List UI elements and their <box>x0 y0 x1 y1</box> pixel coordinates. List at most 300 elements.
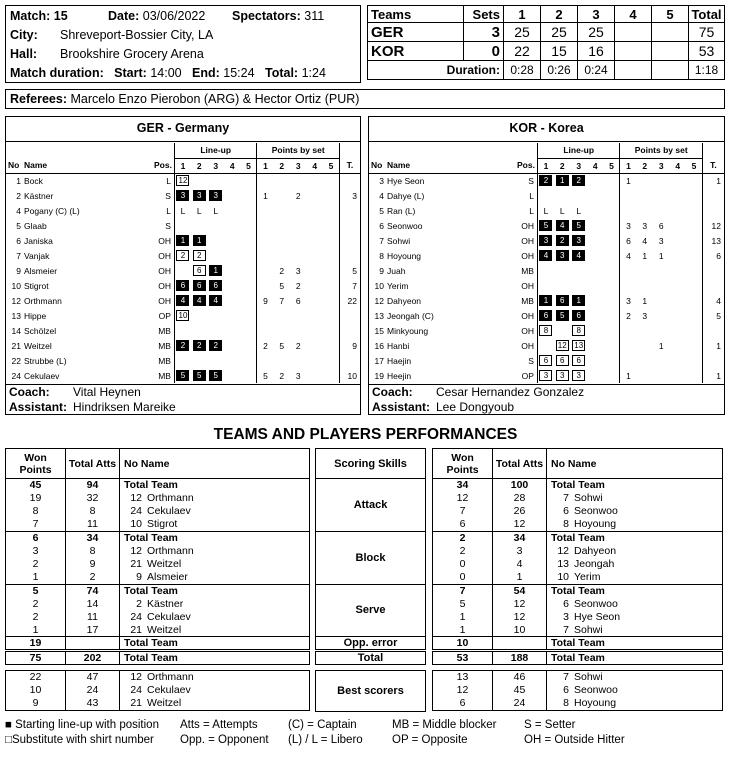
won-points: 2 <box>6 597 66 610</box>
player-row <box>6 293 360 308</box>
best-scorer-row <box>6 697 310 710</box>
player-name: Alsmeier <box>24 265 58 276</box>
set-points: 9 <box>263 295 268 306</box>
legend-item: OH = Outside Hitter <box>524 734 625 746</box>
libero-mark: L <box>576 205 582 216</box>
player-name: Weitzel <box>147 558 182 571</box>
total-points <box>339 353 360 368</box>
set-points: 1 <box>658 250 664 261</box>
best-scorers-label-box <box>315 670 426 712</box>
lineup-cell <box>240 293 257 308</box>
player-row <box>6 353 360 368</box>
lineup-cell <box>191 368 208 383</box>
set-points <box>686 368 703 383</box>
player-position: L <box>154 203 174 218</box>
player-name: Yerim <box>387 280 409 291</box>
total-atts: 14 <box>66 597 120 610</box>
total-atts <box>66 637 120 651</box>
player-name: Hoyoung <box>574 518 617 531</box>
starting-position: 6 <box>193 280 206 291</box>
set-points <box>686 278 703 293</box>
set-points: 3 <box>626 295 631 306</box>
performance-row <box>433 610 723 623</box>
set-points <box>306 188 323 203</box>
set-points <box>273 323 290 338</box>
substitute-number: 2 <box>176 250 189 261</box>
won-points: 8 <box>6 505 66 518</box>
won-points: 3 <box>6 544 66 557</box>
player-position: OH <box>154 248 174 263</box>
won-points: 9 <box>6 697 66 710</box>
set-score <box>615 42 652 61</box>
lineup-cell <box>191 278 208 293</box>
header-set: 3 <box>295 160 301 171</box>
lineup-cell <box>554 203 571 218</box>
set-points <box>620 338 637 353</box>
set-points <box>323 263 340 278</box>
set-points <box>653 308 670 323</box>
lineup-cell <box>570 308 587 323</box>
header-spacer <box>702 143 724 158</box>
set-points: 2 <box>279 265 285 276</box>
player-row <box>6 248 360 263</box>
player <box>547 505 723 518</box>
set-points <box>306 173 323 188</box>
lineup-cell <box>537 173 554 188</box>
player-position: MB <box>154 338 174 353</box>
set-points <box>669 233 686 248</box>
scoring-skills-column <box>315 448 426 665</box>
set-points <box>686 338 703 353</box>
player-row <box>6 233 360 248</box>
starting-position: 6 <box>556 295 569 306</box>
performance-row <box>6 558 310 571</box>
player-name: Total Team <box>551 584 605 597</box>
coach-name: Vital Heynen <box>73 385 141 399</box>
player-row <box>6 278 360 293</box>
total-atts: 94 <box>66 479 120 492</box>
total-atts: 26 <box>493 505 547 518</box>
set-points <box>669 188 686 203</box>
lineup-cell <box>207 353 224 368</box>
set-points <box>257 353 274 368</box>
lineup-cell <box>537 278 554 293</box>
set-points <box>653 173 670 188</box>
lineup-cell <box>191 218 208 233</box>
player-name: Ran (L) <box>387 205 416 216</box>
player-row <box>6 218 360 233</box>
total-points <box>702 353 724 368</box>
starting-position: 1 <box>193 235 206 246</box>
performance-title: TEAMS AND PLAYERS PERFORMANCES <box>213 426 518 443</box>
set-score: 25 <box>541 23 578 42</box>
won-points: 5 <box>6 584 66 597</box>
total-atts: 11 <box>66 610 120 623</box>
player-name: Alsmeier <box>147 571 188 584</box>
total-atts: 12 <box>493 518 547 531</box>
set-points <box>323 308 340 323</box>
player-name: Kästner <box>24 190 54 201</box>
total-points: 7 <box>352 280 357 291</box>
player-name: Cekulaev <box>147 684 191 697</box>
won-points: 1 <box>433 610 493 623</box>
starting-position: 6 <box>209 280 222 291</box>
skill-row <box>316 637 426 651</box>
set-points: 6 <box>626 235 631 246</box>
starting-position: 2 <box>193 340 206 351</box>
set-points: 4 <box>626 250 631 261</box>
set-points: 2 <box>263 340 268 351</box>
player-name: Orthmann <box>147 545 194 558</box>
performance-row <box>433 571 723 584</box>
player-name: Orthmann <box>24 295 62 306</box>
set-score <box>652 42 689 61</box>
won-points: 12 <box>433 684 493 697</box>
lineup-cell <box>174 308 191 323</box>
best-scorer-row <box>6 671 310 684</box>
lineup-cell <box>587 353 604 368</box>
player-row <box>369 308 724 323</box>
set-points: 5 <box>263 370 268 381</box>
lineup-cell <box>224 263 241 278</box>
set-points: 3 <box>295 265 301 276</box>
player-number: 22 <box>11 355 21 366</box>
lineup-cell <box>240 248 257 263</box>
lineup-cell <box>570 338 587 353</box>
lineup-cell <box>174 293 191 308</box>
player-number: 3 <box>379 175 384 186</box>
player-name: Sohwi <box>574 492 603 505</box>
spectators: Spectators: 311 <box>232 9 325 23</box>
lineup-cell <box>191 323 208 338</box>
set-points: 1 <box>642 295 648 306</box>
lineup-cell <box>191 338 208 353</box>
set-points <box>636 353 653 368</box>
set-points <box>323 353 340 368</box>
total-duration: 1:18 <box>689 61 725 80</box>
starting-position: 3 <box>539 235 552 246</box>
total-points: 4 <box>716 295 721 306</box>
set-points <box>290 233 307 248</box>
substitute-number: 6 <box>572 355 585 366</box>
player-row <box>6 368 360 383</box>
lineup-cell <box>191 173 208 188</box>
set-points <box>306 368 323 383</box>
player-number: 10 <box>374 280 384 291</box>
starting-position: 5 <box>539 220 552 231</box>
set-points <box>323 218 340 233</box>
performance-row <box>433 505 723 518</box>
set-points <box>290 248 307 263</box>
player <box>120 558 310 571</box>
total-points <box>702 278 724 293</box>
lineup-cell <box>587 263 604 278</box>
set-score: 22 <box>504 42 541 61</box>
player-row <box>369 293 724 308</box>
total-points <box>339 203 360 218</box>
total-atts: 46 <box>493 671 547 684</box>
header-total: T. <box>710 160 717 171</box>
won-points: 5 <box>433 597 493 610</box>
player <box>547 671 723 684</box>
header-won-points: Won Points <box>433 449 493 479</box>
player <box>547 558 723 571</box>
lineup-cell <box>240 338 257 353</box>
lineup-cell <box>537 203 554 218</box>
player-name: Dahyeon <box>387 295 422 306</box>
lineup-header <box>6 143 360 158</box>
total-points <box>339 248 360 263</box>
set-points: 2 <box>295 280 301 291</box>
player-row <box>369 368 724 383</box>
set-points <box>306 278 323 293</box>
header-set: 3 <box>658 160 664 171</box>
lineup-cell <box>587 308 604 323</box>
lineup-cell <box>224 173 241 188</box>
coach-divider <box>6 384 360 385</box>
set-points: 3 <box>295 370 301 381</box>
set-points <box>290 353 307 368</box>
skill-row <box>316 584 426 637</box>
lineup-cell <box>603 323 620 338</box>
player-name: Stigrot <box>147 518 178 531</box>
player <box>547 651 723 665</box>
lineup-cell <box>587 293 604 308</box>
player-row <box>369 323 724 338</box>
lineup-cell <box>207 203 224 218</box>
set-points <box>636 173 653 188</box>
player-row <box>6 203 360 218</box>
player-name: Glaab <box>24 220 47 231</box>
won-points: 0 <box>433 571 493 584</box>
player-position: S <box>154 218 174 233</box>
won-points: 0 <box>433 558 493 571</box>
lineup-cell <box>537 368 554 383</box>
total-atts: 34 <box>66 531 120 544</box>
won-points: 2 <box>6 558 66 571</box>
set-points <box>669 368 686 383</box>
won-points: 10 <box>6 684 66 697</box>
libero-mark: L <box>180 205 186 216</box>
header-set: 4 <box>312 160 318 171</box>
player <box>120 697 310 710</box>
referees: Referees: Marcelo Enzo Pierobon (ARG) & Hector Ortiz (PUR) <box>10 92 360 106</box>
lineup-cell <box>174 218 191 233</box>
player-number: 12 <box>130 492 142 505</box>
assistant-label: Assistant: <box>9 400 68 414</box>
player <box>547 518 723 531</box>
set-points: 2 <box>626 310 631 321</box>
sets-won: 3 <box>464 23 504 42</box>
player-name: Hoyoung <box>387 250 422 261</box>
header-set: 1 <box>626 160 631 171</box>
starting-position: 5 <box>572 220 585 231</box>
score-header-set: 5 <box>652 6 689 23</box>
lineup-cell <box>603 233 620 248</box>
set-points: 4 <box>642 235 648 246</box>
total-points: 1 <box>716 370 721 381</box>
lineup-cell <box>537 248 554 263</box>
starting-position: 2 <box>572 175 585 186</box>
set-points <box>323 248 340 263</box>
total-points <box>339 308 360 323</box>
set-points <box>669 263 686 278</box>
lineup-cell <box>603 218 620 233</box>
total-atts: 32 <box>66 492 120 505</box>
total-points <box>702 203 724 218</box>
lineup-cell <box>570 263 587 278</box>
player-number: 10 <box>557 571 569 584</box>
lineup-cell <box>570 278 587 293</box>
header-spacer <box>369 143 537 158</box>
set-points <box>653 278 670 293</box>
set-score: 16 <box>578 42 615 61</box>
assistant-name: Hindriksen Mareike <box>73 400 176 414</box>
player-number: 10 <box>11 280 21 291</box>
lineup-cell <box>570 173 587 188</box>
total-atts <box>493 637 547 651</box>
set-score: 25 <box>578 23 615 42</box>
player-name: Juah <box>387 265 406 276</box>
player-position: OH <box>517 278 537 293</box>
player-name: Total Team <box>551 652 605 665</box>
set-points <box>323 323 340 338</box>
header-lineup: Line-up <box>537 143 620 158</box>
header-pos: Pos. <box>154 158 174 173</box>
lineup-cell <box>603 203 620 218</box>
score-row <box>368 42 725 61</box>
total-atts: 24 <box>493 697 547 710</box>
set-points <box>273 188 290 203</box>
player-name: Cekulaev <box>147 610 191 623</box>
header-set: 4 <box>592 160 598 171</box>
lineup-cell <box>570 323 587 338</box>
city-value: Shreveport-Bossier City, LA <box>60 28 214 42</box>
lineup-cell <box>570 248 587 263</box>
total-atts: 28 <box>493 492 547 505</box>
header-set: 2 <box>196 160 202 171</box>
set-points <box>620 188 637 203</box>
lineup-cell <box>191 203 208 218</box>
lineup-cell <box>174 248 191 263</box>
starting-position: 5 <box>556 310 569 321</box>
set-points <box>273 218 290 233</box>
player-name: Total Team <box>124 652 178 665</box>
set-points <box>653 353 670 368</box>
header-set: 4 <box>675 160 681 171</box>
player-name: Cekulaev <box>24 370 60 381</box>
header-set: 5 <box>323 158 340 173</box>
player-position: MB <box>154 368 174 383</box>
lineup-cell <box>603 248 620 263</box>
starting-position: 3 <box>572 235 585 246</box>
player-position: OH <box>154 278 174 293</box>
total-points <box>339 173 360 188</box>
lineup-cell <box>587 233 604 248</box>
player-number: 21 <box>11 340 21 351</box>
set-points <box>669 323 686 338</box>
player-number: 7 <box>563 492 569 505</box>
lineup-cell <box>207 308 224 323</box>
performance-row <box>433 597 723 610</box>
score-table <box>367 5 725 80</box>
player-number: 21 <box>130 623 142 636</box>
set-points: 6 <box>295 295 301 306</box>
player-name: Weitzel <box>147 697 182 710</box>
set-points <box>306 308 323 323</box>
player-row <box>6 323 360 338</box>
total-score: 75 <box>689 23 725 42</box>
player-name: Yerim <box>574 571 601 584</box>
player-number: 24 <box>11 370 21 381</box>
player <box>547 597 723 610</box>
sets-won: 0 <box>464 42 504 61</box>
lineup-cell <box>587 248 604 263</box>
set-points <box>669 173 686 188</box>
player-name: Stigrot <box>24 280 49 291</box>
player-number: 8 <box>563 518 569 531</box>
player-position: S <box>154 188 174 203</box>
performance-row <box>6 610 310 623</box>
total-atts: 74 <box>66 584 120 597</box>
player-number: 4 <box>16 205 21 216</box>
performance-row <box>433 479 723 492</box>
player-position: MB <box>154 353 174 368</box>
performance-row <box>6 492 310 505</box>
lineup-cell <box>224 353 241 368</box>
player-number: 6 <box>379 220 384 231</box>
lineup-cell <box>554 173 571 188</box>
starting-position: 2 <box>209 340 222 351</box>
won-points: 75 <box>6 651 66 665</box>
performance-row <box>6 597 310 610</box>
set-points <box>290 218 307 233</box>
starting-position: 6 <box>176 280 189 291</box>
substitute-number: 2 <box>193 250 206 261</box>
skill-label: Total <box>357 652 384 665</box>
set-points: 3 <box>642 220 648 231</box>
player <box>547 637 723 651</box>
hall-value: Brookshire Grocery Arena <box>60 47 204 61</box>
lineup-cell <box>174 338 191 353</box>
set-points <box>669 218 686 233</box>
starting-position: 4 <box>209 295 222 306</box>
player-number: 24 <box>130 505 142 518</box>
set-points: 2 <box>295 190 301 201</box>
header-spacer <box>6 143 174 158</box>
lineup-cell <box>207 233 224 248</box>
player <box>547 624 723 637</box>
set-points <box>620 203 637 218</box>
lineup-cell <box>554 188 571 203</box>
total-atts: 8 <box>66 544 120 557</box>
player-number: 14 <box>11 325 21 336</box>
won-points: 2 <box>433 531 493 544</box>
substitute-number: 6 <box>193 265 206 276</box>
lineup-cell <box>554 338 571 353</box>
player <box>120 637 310 651</box>
team-code: KOR <box>368 42 464 61</box>
set-points: 6 <box>658 220 664 231</box>
starting-position: 3 <box>209 190 222 201</box>
libero-mark: L <box>559 205 565 216</box>
set-points <box>273 248 290 263</box>
team-code: GER <box>368 23 464 42</box>
lineup-cell <box>587 368 604 383</box>
lineup-cell <box>587 203 604 218</box>
player-name: Vanjak <box>24 250 50 261</box>
header-set: 2 <box>559 160 565 171</box>
